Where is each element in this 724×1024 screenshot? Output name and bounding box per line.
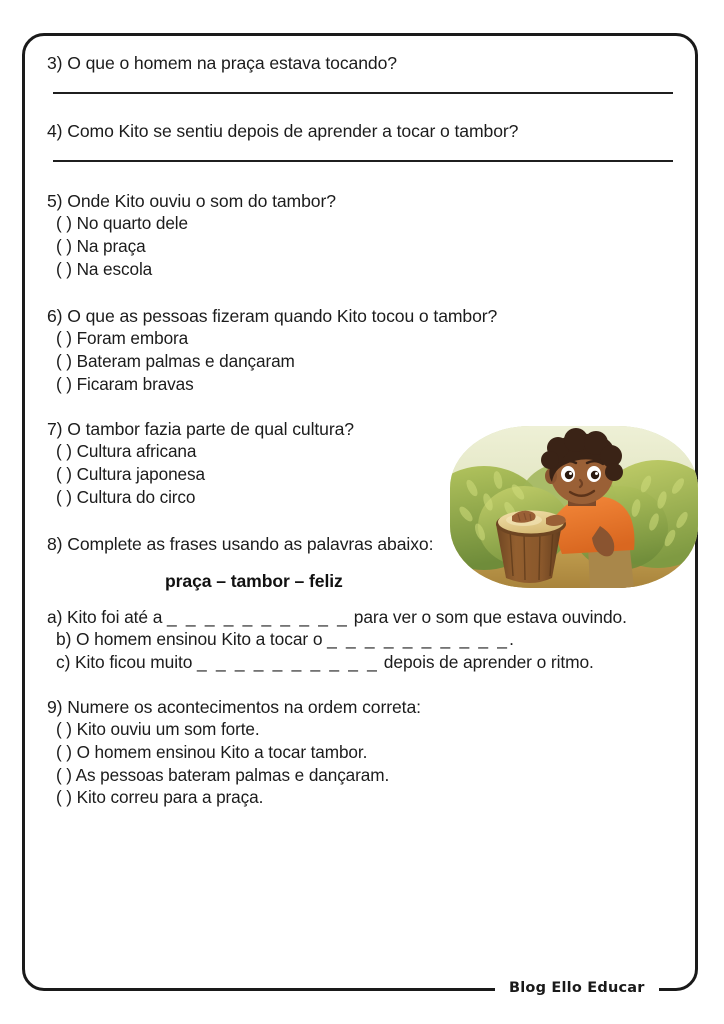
option-q9-3[interactable]: ( ) As pessoas bateram palmas e dançaram.	[56, 764, 390, 785]
answer-line-q3[interactable]	[53, 92, 673, 94]
fill-item-q8-c-before: c) Kito ficou muito	[56, 652, 198, 673]
fill-item-q8-c	[47, 651, 679, 674]
footer-credit-label: Blog Ello Educar	[509, 980, 645, 996]
option-q7-2[interactable]: ( ) Cultura japonesa	[56, 463, 205, 484]
fill-item-q8-c-after: depois de aprender o ritmo.	[379, 652, 594, 673]
option-q6-1[interactable]: ( ) Foram embora	[56, 328, 189, 349]
fill-blank-q8-a[interactable]: _ _ _ _ _ _ _ _ _ _	[167, 606, 350, 627]
fill-item-q8-b-before: b) O homem ensinou Kito a tocar o	[56, 629, 328, 650]
option-q7-1[interactable]: ( ) Cultura africana	[56, 441, 197, 462]
question-text-q8: 8) Complete as frases usando as palavras abaixo:	[47, 533, 434, 554]
boy-playing-drum-illustration	[450, 426, 698, 588]
option-q7-3[interactable]: ( ) Cultura do circo	[56, 486, 196, 507]
fill-item-q8-a-after: para ver o som que estava ouvindo.	[349, 606, 627, 627]
option-q5-3[interactable]: ( ) Na escola	[56, 259, 153, 280]
question-text-q9: 9) Numere os acontecimentos na ordem correta:	[47, 696, 421, 717]
option-q9-2[interactable]: ( ) O homem ensinou Kito a tocar tambor.	[56, 741, 368, 762]
question-text-q7: 7) O tambor fazia parte de qual cultura?	[47, 418, 354, 439]
worksheet-content	[25, 36, 701, 809]
question-block-q6	[47, 305, 679, 396]
question-block-q9	[47, 696, 679, 810]
question-text-q4: 4) Como Kito se sentiu depois de aprender a tocar o tambor?	[47, 121, 519, 142]
question-block-q4	[47, 120, 679, 162]
question-block-q5	[47, 190, 679, 281]
question-text-q5: 5) Onde Kito ouviu o som do tambor?	[47, 191, 336, 212]
question-block-q3	[47, 52, 679, 94]
option-q9-4[interactable]: ( ) Kito correu para a praça.	[56, 787, 264, 808]
fill-item-q8-a-before: a) Kito foi até a	[47, 606, 168, 627]
question-text-q3: 3) O que o homem na praça estava tocando?	[47, 53, 397, 73]
illustration-artwork	[450, 426, 698, 588]
fill-blank-q8-c[interactable]: _ _ _ _ _ _ _ _ _ _	[197, 652, 380, 673]
option-q9-1[interactable]: ( ) Kito ouviu um som forte.	[56, 718, 260, 739]
fill-item-q8-a	[47, 606, 679, 629]
fill-item-q8-b	[47, 628, 679, 651]
option-q6-2[interactable]: ( ) Bateram palmas e dançaram	[56, 351, 295, 372]
word-bank-q8: praça – tambor – feliz	[165, 570, 343, 591]
answer-line-q4[interactable]	[53, 160, 673, 162]
fill-item-q8-b-after: .	[509, 629, 514, 650]
option-q6-3[interactable]: ( ) Ficaram bravas	[56, 374, 194, 394]
question-text-q6: 6) O que as pessoas fizeram quando Kito tocou o tambor?	[47, 306, 498, 327]
footer-credit-band	[495, 975, 659, 1001]
worksheet-frame	[22, 33, 698, 996]
fill-blank-q8-b[interactable]: _ _ _ _ _ _ _ _ _ _	[327, 629, 510, 650]
option-q5-1[interactable]: ( ) No quarto dele	[56, 213, 188, 234]
option-q5-2[interactable]: ( ) Na praça	[56, 236, 146, 257]
